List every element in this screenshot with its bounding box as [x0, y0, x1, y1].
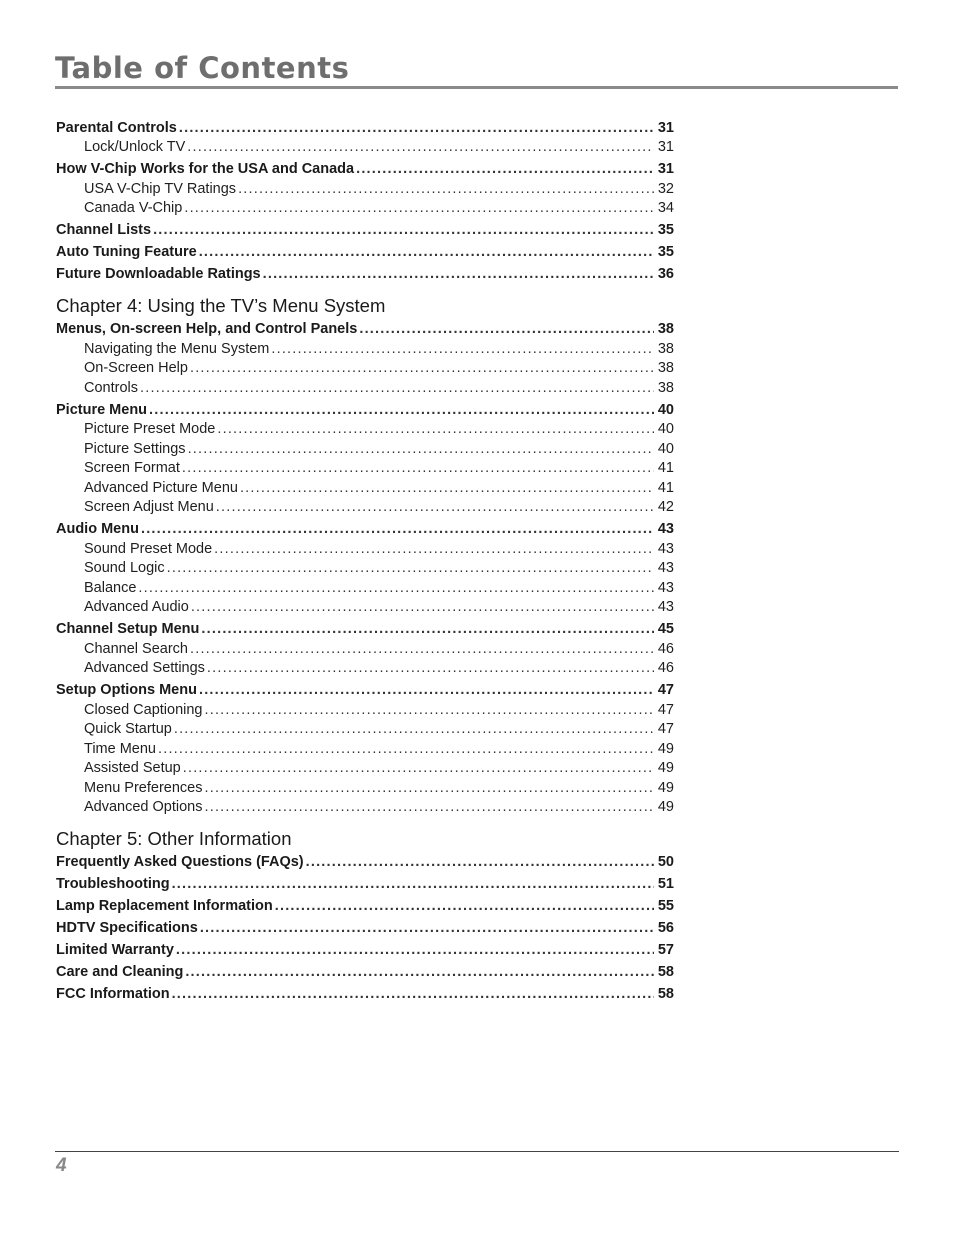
toc-entry-page: 41	[657, 479, 674, 496]
toc-entry-label: Troubleshooting	[56, 875, 172, 895]
toc-entry-label: Advanced Audio	[84, 598, 191, 618]
toc-entry-label: USA V-Chip TV Ratings	[84, 180, 238, 200]
toc-entry[interactable]	[56, 919, 674, 939]
toc-entry[interactable]	[56, 897, 674, 917]
toc-subentry[interactable]	[56, 138, 674, 158]
toc-entry-label: Picture Preset Mode	[84, 420, 217, 440]
toc-entry-label: Advanced Settings	[84, 659, 207, 679]
toc-entry-label: Care and Cleaning	[56, 963, 185, 983]
toc-entry[interactable]	[56, 119, 674, 139]
toc-entry-label: Lamp Replacement Information	[56, 897, 275, 917]
dot-leader	[183, 759, 654, 779]
toc-subentry[interactable]	[56, 180, 674, 200]
toc-entry[interactable]	[56, 520, 674, 540]
toc-entry-page: 31	[657, 139, 674, 155]
toc-entry-page: 57	[657, 942, 674, 958]
toc-entry-page: 51	[657, 876, 674, 892]
toc-entry-label: Menus, On-screen Help, and Control Panels	[56, 320, 359, 340]
toc-entry-label: Controls	[84, 379, 140, 399]
footer-divider	[55, 1151, 899, 1152]
toc-subentry[interactable]	[56, 359, 674, 379]
toc-entry-label: Quick Startup	[84, 720, 174, 740]
dot-leader	[240, 479, 654, 499]
toc-entry-page: 38	[657, 321, 674, 337]
toc-entry-page: 58	[657, 986, 674, 1002]
dot-leader	[200, 919, 654, 939]
page-number: 4	[56, 1155, 67, 1176]
toc-entry[interactable]	[56, 941, 674, 961]
dot-leader	[199, 681, 654, 701]
toc-entry-label: Channel Search	[84, 640, 190, 660]
toc-entry-label: Screen Adjust Menu	[84, 498, 216, 518]
toc-entry[interactable]	[56, 265, 674, 285]
dot-leader	[182, 459, 654, 479]
dot-leader	[238, 180, 654, 200]
toc-entry-page: 38	[657, 360, 674, 376]
dot-leader	[214, 540, 654, 560]
toc-entry[interactable]	[56, 985, 674, 1005]
toc-entry-label: Picture Settings	[84, 440, 188, 460]
toc-subentry[interactable]	[56, 440, 674, 460]
dot-leader	[174, 720, 654, 740]
dot-leader	[199, 243, 654, 263]
toc-entry[interactable]	[56, 875, 674, 895]
dot-leader	[158, 740, 654, 760]
toc-entry-page: 38	[657, 379, 674, 396]
toc-entry-label: Audio Menu	[56, 520, 141, 540]
toc-entry-page: 50	[657, 854, 674, 870]
toc-entry-label: Sound Logic	[84, 559, 167, 579]
toc-entry-page: 32	[657, 180, 674, 197]
toc-subentry[interactable]	[56, 559, 674, 579]
toc-entry-page: 58	[657, 964, 674, 980]
dot-leader	[172, 985, 654, 1005]
dot-leader	[149, 401, 654, 421]
toc-entry-label: Picture Menu	[56, 401, 149, 421]
toc-entry-page: 43	[657, 560, 674, 576]
toc-subentry[interactable]	[56, 779, 674, 799]
toc-entry-page: 43	[657, 579, 674, 596]
toc-entry-label: HDTV Specifications	[56, 919, 200, 939]
dot-leader	[141, 520, 654, 540]
dot-leader	[271, 340, 654, 360]
toc-entry-label: Lock/Unlock TV	[84, 138, 187, 158]
toc-entry-label: How V-Chip Works for the USA and Canada	[56, 160, 356, 180]
toc-entry-label: Screen Format	[84, 459, 182, 479]
dot-leader	[140, 379, 654, 399]
toc-entry[interactable]	[56, 620, 674, 640]
page-title: Table of Contents	[55, 51, 350, 85]
dot-leader	[306, 853, 654, 873]
toc-entry-label: On-Screen Help	[84, 359, 190, 379]
toc-entry-label: Future Downloadable Ratings	[56, 265, 263, 285]
dot-leader	[176, 941, 654, 961]
toc-entry-label: Channel Setup Menu	[56, 620, 201, 640]
toc-entry-page: 40	[657, 421, 674, 437]
toc-entry-page: 43	[657, 599, 674, 615]
toc-entry[interactable]	[56, 160, 674, 180]
toc-subentry[interactable]	[56, 459, 674, 479]
dot-leader	[207, 659, 654, 679]
toc-entry-page: 45	[657, 621, 674, 637]
dot-leader	[356, 160, 654, 180]
toc-entry[interactable]	[56, 320, 674, 340]
toc-entry-label: Canada V-Chip	[84, 199, 184, 219]
toc-entry-page: 38	[657, 340, 674, 357]
toc-subentry[interactable]	[56, 798, 674, 818]
toc-entry-page: 35	[657, 222, 674, 238]
dot-leader	[187, 138, 654, 158]
toc-subentry[interactable]	[56, 479, 674, 499]
toc-entry-label: Time Menu	[84, 740, 158, 760]
toc-entry-label: Balance	[84, 579, 138, 599]
toc-entry-page: 31	[657, 119, 674, 136]
toc-entry[interactable]	[56, 401, 674, 421]
toc-entry-page: 42	[657, 499, 674, 515]
toc-entry-label: Limited Warranty	[56, 941, 176, 961]
toc-entry-label: Assisted Setup	[84, 759, 183, 779]
toc-entry-page: 56	[657, 920, 674, 936]
dot-leader	[190, 640, 654, 660]
toc-entry-page: 40	[657, 401, 674, 418]
toc-entry-label: Advanced Picture Menu	[84, 479, 240, 499]
toc-entry-page: 55	[657, 898, 674, 914]
toc-entry[interactable]	[56, 681, 674, 701]
dot-leader	[185, 963, 654, 983]
dot-leader	[138, 579, 654, 599]
toc-entry-label: Channel Lists	[56, 221, 153, 241]
toc-entry-label: Auto Tuning Feature	[56, 243, 199, 263]
dot-leader	[179, 119, 654, 139]
toc-entry-label: Parental Controls	[56, 119, 179, 139]
toc-entry-page: 31	[657, 161, 674, 177]
toc-subentry[interactable]	[56, 659, 674, 679]
dot-leader	[188, 440, 654, 460]
toc-entry-page: 40	[657, 440, 674, 457]
toc-entry[interactable]	[56, 963, 674, 983]
dot-leader	[153, 221, 654, 241]
toc-entry-label: Closed Captioning	[84, 701, 205, 721]
toc-entry-page: 43	[657, 540, 674, 557]
toc-subentry[interactable]	[56, 759, 674, 779]
toc-subentry[interactable]	[56, 720, 674, 740]
chapter-heading: Chapter 4: Using the TV’s Menu System	[56, 294, 386, 316]
toc-entry-page: 46	[657, 660, 674, 676]
toc-entry-page: 49	[657, 760, 674, 776]
toc-entry-page: 35	[657, 244, 674, 260]
toc-subentry[interactable]	[56, 540, 674, 560]
title-divider	[55, 86, 898, 89]
toc-entry-label: Setup Options Menu	[56, 681, 199, 701]
dot-leader	[359, 320, 654, 340]
toc-subentry[interactable]	[56, 340, 674, 360]
dot-leader	[191, 598, 654, 618]
dot-leader	[201, 620, 654, 640]
dot-leader	[217, 420, 654, 440]
toc-subentry[interactable]	[56, 379, 674, 399]
toc-entry-label: Frequently Asked Questions (FAQs)	[56, 853, 306, 873]
toc-entry-label: Menu Preferences	[84, 779, 204, 799]
toc-subentry[interactable]	[56, 420, 674, 440]
toc-entry-label: FCC Information	[56, 985, 172, 1005]
dot-leader	[172, 875, 654, 895]
toc-subentry[interactable]	[56, 498, 674, 518]
toc-entry-page: 47	[657, 721, 674, 737]
toc-entry-label: Navigating the Menu System	[84, 340, 271, 360]
toc-subentry[interactable]	[56, 701, 674, 721]
dot-leader	[205, 701, 655, 721]
toc-entry-page: 36	[657, 266, 674, 282]
toc-entry-page: 41	[657, 460, 674, 476]
toc-subentry[interactable]	[56, 740, 674, 760]
table-of-contents	[56, 116, 674, 1005]
toc-entry-page: 49	[657, 799, 674, 815]
toc-entry[interactable]	[56, 243, 674, 263]
toc-entry-page: 49	[657, 740, 674, 757]
toc-entry-page: 34	[657, 200, 674, 216]
toc-subentry[interactable]	[56, 199, 674, 219]
toc-subentry[interactable]	[56, 598, 674, 618]
toc-entry-page: 49	[657, 779, 674, 796]
dot-leader	[190, 359, 654, 379]
chapter-heading: Chapter 5: Other Information	[56, 827, 292, 849]
dot-leader	[205, 798, 655, 818]
toc-entry-label: Advanced Options	[84, 798, 205, 818]
toc-entry-page: 47	[657, 682, 674, 698]
toc-entry-page: 47	[657, 701, 674, 718]
toc-entry[interactable]	[56, 853, 674, 873]
toc-entry-page: 43	[657, 521, 674, 537]
toc-subentry[interactable]	[56, 640, 674, 660]
toc-entry-label: Sound Preset Mode	[84, 540, 214, 560]
dot-leader	[263, 265, 654, 285]
dot-leader	[167, 559, 654, 579]
toc-entry[interactable]	[56, 221, 674, 241]
toc-entry-page: 46	[657, 640, 674, 657]
dot-leader	[204, 779, 654, 799]
dot-leader	[275, 897, 654, 917]
toc-subentry[interactable]	[56, 579, 674, 599]
dot-leader	[216, 498, 654, 518]
dot-leader	[184, 199, 654, 219]
